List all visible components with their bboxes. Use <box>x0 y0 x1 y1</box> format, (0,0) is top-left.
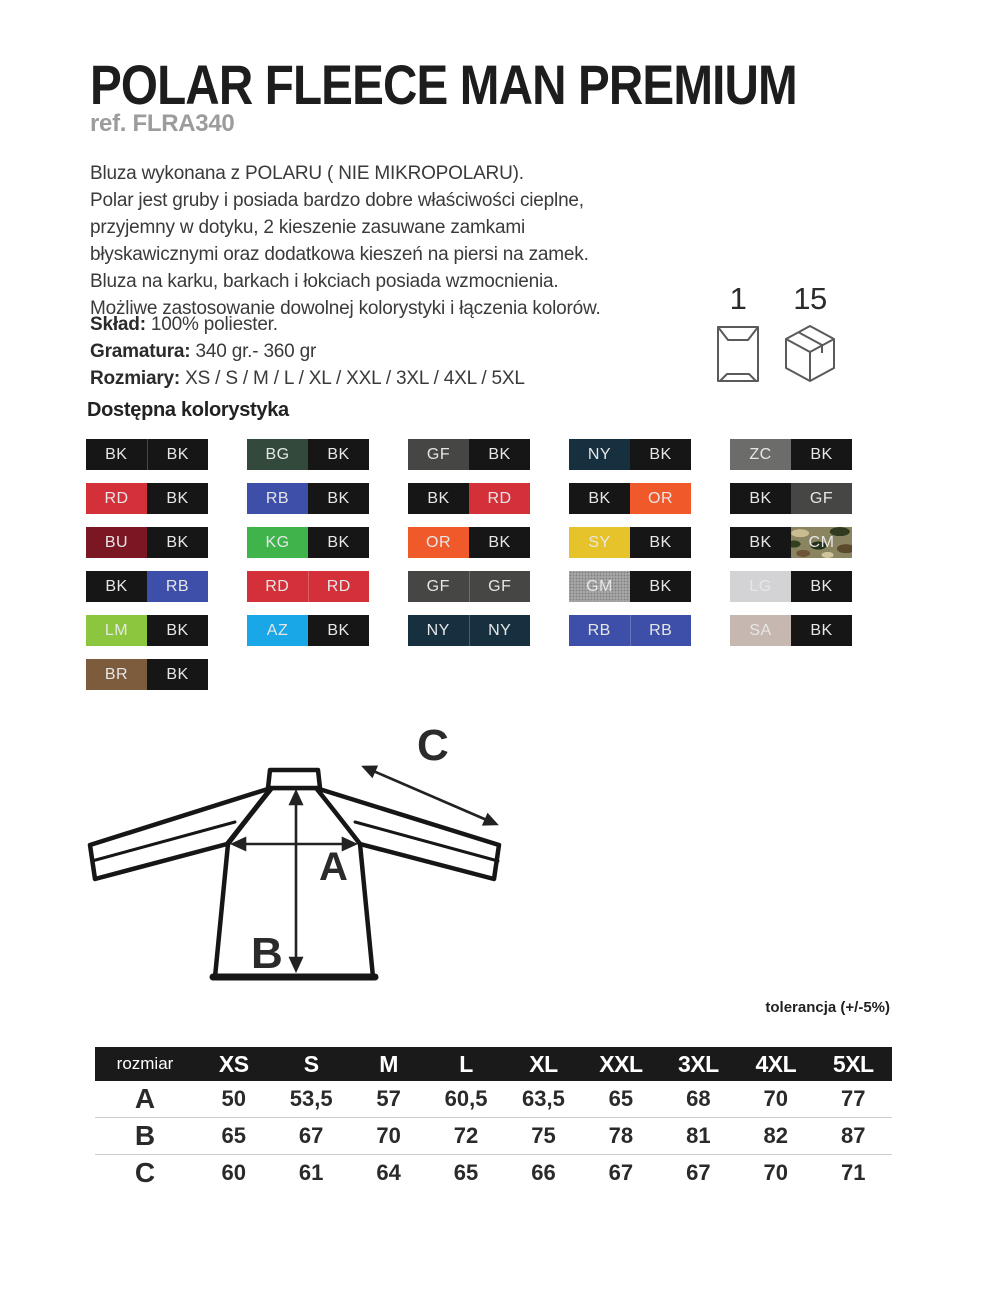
size-col-header: L <box>427 1047 504 1081</box>
size-value-cell: 65 <box>427 1155 504 1192</box>
size-value-cell: 66 <box>505 1155 582 1192</box>
color-swatch-left: BK <box>86 439 147 470</box>
tolerance-note: tolerancja (+/-5%) <box>765 999 890 1016</box>
color-swatch-right: BK <box>630 527 691 558</box>
color-swatch-left: ZC <box>730 439 791 470</box>
polybag-icon <box>715 323 761 385</box>
description-line: Bluza wykonana z POLARU ( NIE MIKROPOLARU). <box>90 163 524 184</box>
diagram-label-a: A <box>319 845 348 889</box>
color-swatch-left: BK <box>730 483 791 514</box>
size-value-cell: 70 <box>737 1155 814 1192</box>
color-swatch-right: BK <box>630 571 691 602</box>
color-swatch-grid <box>86 439 852 690</box>
size-value-cell: 50 <box>221 1086 246 1111</box>
color-swatch-left: RB <box>569 615 630 646</box>
size-col-header: XXL <box>582 1047 659 1081</box>
description-line: Polar jest gruby i posiada bardzo dobre właściwości cieplne, <box>90 190 584 211</box>
jacket-measurement-diagram <box>75 718 515 990</box>
color-swatch-left: RD <box>86 483 147 514</box>
color-swatch-pair <box>569 571 691 602</box>
size-col-header: 4XL <box>737 1047 814 1081</box>
size-col-header: XL <box>505 1047 582 1081</box>
size-value-cell: 61 <box>272 1155 349 1192</box>
color-swatch-right: BK <box>469 527 530 558</box>
color-swatch-right: BK <box>791 571 852 602</box>
color-swatch-pair <box>86 439 208 470</box>
product-specs <box>90 311 525 392</box>
color-swatch-right: BK <box>147 439 209 470</box>
color-swatch-pair <box>569 439 691 470</box>
spec-row <box>90 311 525 338</box>
swatch-column <box>730 439 852 690</box>
spec-value: 100% poliester. <box>150 314 278 335</box>
spec-label: Rozmiary: <box>90 368 181 389</box>
bag-count: 1 <box>729 281 747 316</box>
color-swatch-pair <box>247 615 369 646</box>
color-swatch-right: BK <box>630 439 691 470</box>
color-swatch-left: LM <box>86 615 147 646</box>
color-swatch-left: RB <box>247 483 308 514</box>
color-swatch-right: BK <box>308 439 369 470</box>
row-label: A <box>134 1083 156 1114</box>
color-swatch-right: BK <box>147 483 208 514</box>
color-swatch-pair <box>86 615 208 646</box>
color-swatch-pair <box>730 439 852 470</box>
color-swatch-pair <box>569 483 691 514</box>
color-swatch-right: BK <box>469 439 530 470</box>
size-value-cell: 78 <box>582 1118 659 1155</box>
color-swatch-pair <box>408 483 530 514</box>
size-value-cell: 60,5 <box>444 1086 488 1111</box>
spec-row <box>90 365 525 392</box>
color-swatch-right: BK <box>147 615 208 646</box>
color-swatch-right: BK <box>791 439 852 470</box>
color-swatch-right: GF <box>469 571 531 602</box>
size-value-cell: 72 <box>427 1118 504 1155</box>
color-swatch-left: BK <box>86 571 147 602</box>
table-row <box>95 1118 892 1155</box>
box-count: 15 <box>793 281 827 316</box>
size-value-cell: 68 <box>686 1086 711 1111</box>
color-swatch-pair <box>408 571 530 602</box>
size-value-cell: 60 <box>195 1155 272 1192</box>
size-value-cell: 67 <box>582 1155 659 1192</box>
size-value-cell: 82 <box>737 1118 814 1155</box>
swatch-column <box>408 439 530 690</box>
color-swatch-pair <box>247 439 369 470</box>
color-swatch-pair <box>730 571 852 602</box>
color-swatch-left: BK <box>730 527 791 558</box>
color-swatch-right: CM <box>791 527 852 558</box>
swatch-column <box>247 439 369 690</box>
spec-label: Skład: <box>90 314 146 335</box>
color-swatch-pair <box>86 483 208 514</box>
size-col-header: S <box>272 1047 349 1081</box>
color-swatch-pair <box>86 571 208 602</box>
size-value-cell: 70 <box>350 1118 427 1155</box>
description-line: przyjemny w dotyku, 2 kieszenie zasuwane zamkami <box>90 217 525 238</box>
color-swatch-pair <box>408 527 530 558</box>
description-line: Możliwe zastosowanie dowolnej kolorystyki i łączenia kolorów. <box>90 298 601 319</box>
table-row <box>95 1155 892 1192</box>
diagram-label-c: C <box>417 721 449 770</box>
size-col-header: 5XL <box>815 1047 893 1081</box>
row-label: C <box>95 1155 195 1192</box>
packaging-bag <box>710 281 766 385</box>
page-title: POLAR FLEECE MAN PREMIUM <box>90 53 797 116</box>
size-value-cell: 67 <box>272 1118 349 1155</box>
spec-value: XS / S / M / L / XL / XXL / 3XL / 4XL / 5XL <box>185 368 525 389</box>
color-swatch-right: BK <box>791 615 852 646</box>
color-swatch-right: RD <box>308 571 370 602</box>
color-swatch-right: NY <box>469 615 531 646</box>
size-value-cell: 87 <box>815 1118 893 1155</box>
size-value-cell: 57 <box>376 1086 401 1111</box>
color-swatch-pair <box>247 571 369 602</box>
size-value-cell: 77 <box>841 1086 866 1111</box>
color-swatch-left: LG <box>730 571 791 602</box>
collar <box>268 770 320 788</box>
color-swatch-right: OR <box>630 483 691 514</box>
color-swatch-pair <box>86 527 208 558</box>
size-value-cell: 81 <box>660 1118 737 1155</box>
color-swatch-left: NY <box>408 615 469 646</box>
color-swatch-right: RB <box>147 571 208 602</box>
row-label: B <box>95 1118 195 1155</box>
color-swatch-right: BK <box>308 527 369 558</box>
size-value-cell: 75 <box>505 1118 582 1155</box>
color-swatch-pair <box>247 527 369 558</box>
size-value-cell: 65 <box>195 1118 272 1155</box>
color-swatch-pair <box>247 483 369 514</box>
packaging-info <box>710 281 838 385</box>
size-table <box>95 1047 892 1191</box>
size-value-cell: 53,5 <box>289 1086 333 1111</box>
color-swatch-left: KG <box>247 527 308 558</box>
color-swatch-left: OR <box>408 527 469 558</box>
size-table-header <box>95 1047 892 1081</box>
spec-label: Gramatura: <box>90 341 191 362</box>
color-swatch-pair <box>408 439 530 470</box>
color-swatch-left: GF <box>408 439 469 470</box>
color-swatch-pair <box>569 527 691 558</box>
color-swatch-left: BU <box>86 527 147 558</box>
size-value-cell: 70 <box>763 1086 789 1111</box>
colors-heading: Dostępna kolorystyka <box>87 399 289 421</box>
size-col-header: M <box>350 1047 427 1081</box>
product-description <box>90 160 601 322</box>
color-swatch-pair <box>730 483 852 514</box>
table-row <box>95 1081 892 1118</box>
color-swatch-pair <box>408 615 530 646</box>
color-swatch-right: RB <box>630 615 692 646</box>
color-swatch-left: RD <box>247 571 308 602</box>
color-swatch-left: AZ <box>247 615 308 646</box>
description-line: Bluza na karku, barkach i łokciach posiada wzmocnienia. <box>90 271 559 292</box>
color-swatch-right: BK <box>147 527 208 558</box>
color-swatch-right: BK <box>147 659 208 690</box>
color-swatch-right: GF <box>791 483 852 514</box>
color-swatch-left: GF <box>408 571 469 602</box>
size-table-corner-label: rozmiar <box>95 1047 195 1081</box>
carton-box-icon <box>782 323 838 385</box>
packaging-box <box>782 281 838 385</box>
size-value-cell: 67 <box>660 1155 737 1192</box>
color-swatch-right: RD <box>469 483 530 514</box>
diagram-label-b: B <box>251 929 283 978</box>
color-swatch-left: SA <box>730 615 791 646</box>
description-line: błyskawicznymi oraz dodatkowa kieszeń na piersi na zamek. <box>90 244 589 265</box>
product-ref: ref. FLRA340 <box>90 110 235 137</box>
size-col-header: 3XL <box>660 1047 737 1081</box>
color-swatch-left: GM <box>569 571 630 602</box>
swatch-column <box>569 439 691 690</box>
size-value-cell: 63,5 <box>522 1086 565 1111</box>
color-swatch-left: BG <box>247 439 308 470</box>
color-swatch-left: BR <box>86 659 147 690</box>
size-value-cell: 71 <box>815 1155 893 1192</box>
color-swatch-left: SY <box>569 527 630 558</box>
color-swatch-right: BK <box>308 483 369 514</box>
swatch-column <box>86 439 208 690</box>
size-value-cell: 65 <box>608 1086 634 1111</box>
color-swatch-right: BK <box>308 615 369 646</box>
size-value-cell: 64 <box>350 1155 427 1192</box>
spec-row <box>90 338 525 365</box>
color-swatch-pair <box>730 615 852 646</box>
color-swatch-left: BK <box>569 483 630 514</box>
color-swatch-pair <box>86 659 208 690</box>
color-swatch-pair <box>730 527 852 558</box>
size-col-header: XS <box>195 1047 272 1081</box>
color-swatch-left: BK <box>408 483 469 514</box>
color-swatch-left: NY <box>569 439 630 470</box>
spec-value: 340 gr.- 360 gr <box>195 341 317 362</box>
size-table-body <box>95 1081 892 1191</box>
color-swatch-pair <box>569 615 691 646</box>
